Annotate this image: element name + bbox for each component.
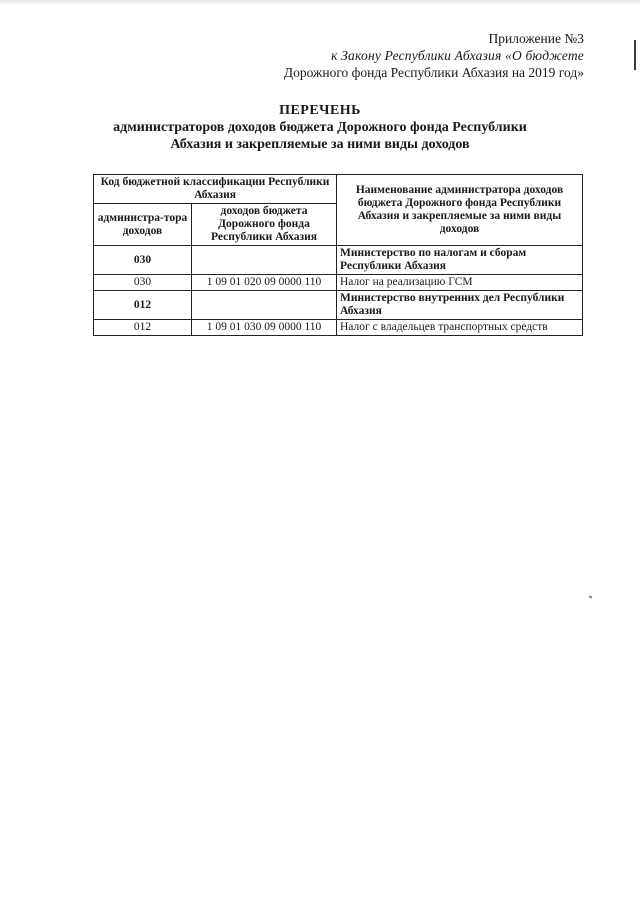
scan-right-edge-mark <box>634 40 636 70</box>
table-row <box>94 246 583 275</box>
cell-name: Налог на реализацию ГСМ <box>337 275 583 291</box>
administrators-table <box>93 174 583 336</box>
header-administrator-name: Наименование администратора доходов бюджета Дорожного фонда Республики Абхазия и закрепляемые за ними виды доходов <box>337 175 583 246</box>
title-main: ПЕРЕЧЕНЬ <box>279 103 361 118</box>
table-header-row <box>94 175 583 204</box>
cell-income-code: 1 09 01 030 09 0000 110 <box>192 320 337 336</box>
title-subtitle-line-2: Абхазия и закрепляемые за ними виды доходов <box>170 137 470 152</box>
header-classification-code: Код бюджетной классификации Республики Абхазия <box>94 175 337 204</box>
appendix-number: Приложение №3 <box>488 31 584 46</box>
table-row <box>94 320 583 336</box>
cell-name: Налог с владельцев транспортных средств <box>337 320 583 336</box>
cell-admin-code: 012 <box>94 320 192 336</box>
header-income-code: доходов бюджета Дорожного фонда Республики Абхазия <box>192 204 337 246</box>
cell-admin-code: 012 <box>94 291 192 320</box>
cell-admin-code: 030 <box>94 275 192 291</box>
table-row <box>94 275 583 291</box>
header-administrator-code: администра-тора доходов <box>94 204 192 246</box>
appendix-law-reference: к Закону Республики Абхазия «О бюджете <box>331 48 584 63</box>
cell-admin-code: 030 <box>94 246 192 275</box>
scan-top-edge <box>0 0 640 6</box>
document-title <box>60 102 580 153</box>
cell-income-code <box>192 246 337 275</box>
scan-speck <box>589 595 593 598</box>
appendix-budget-reference: Дорожного фонда Республики Абхазия на 2019 год» <box>283 65 584 80</box>
cell-name: Министерство внутренних дел Республики Абхазия <box>337 291 583 320</box>
appendix-note <box>124 30 584 81</box>
cell-name: Министерство по налогам и сборам Республики Абхазия <box>337 246 583 275</box>
table-row <box>94 291 583 320</box>
title-subtitle-line-1: администраторов доходов бюджета Дорожного фонда Республики <box>113 120 527 135</box>
cell-income-code: 1 09 01 020 09 0000 110 <box>192 275 337 291</box>
cell-income-code <box>192 291 337 320</box>
